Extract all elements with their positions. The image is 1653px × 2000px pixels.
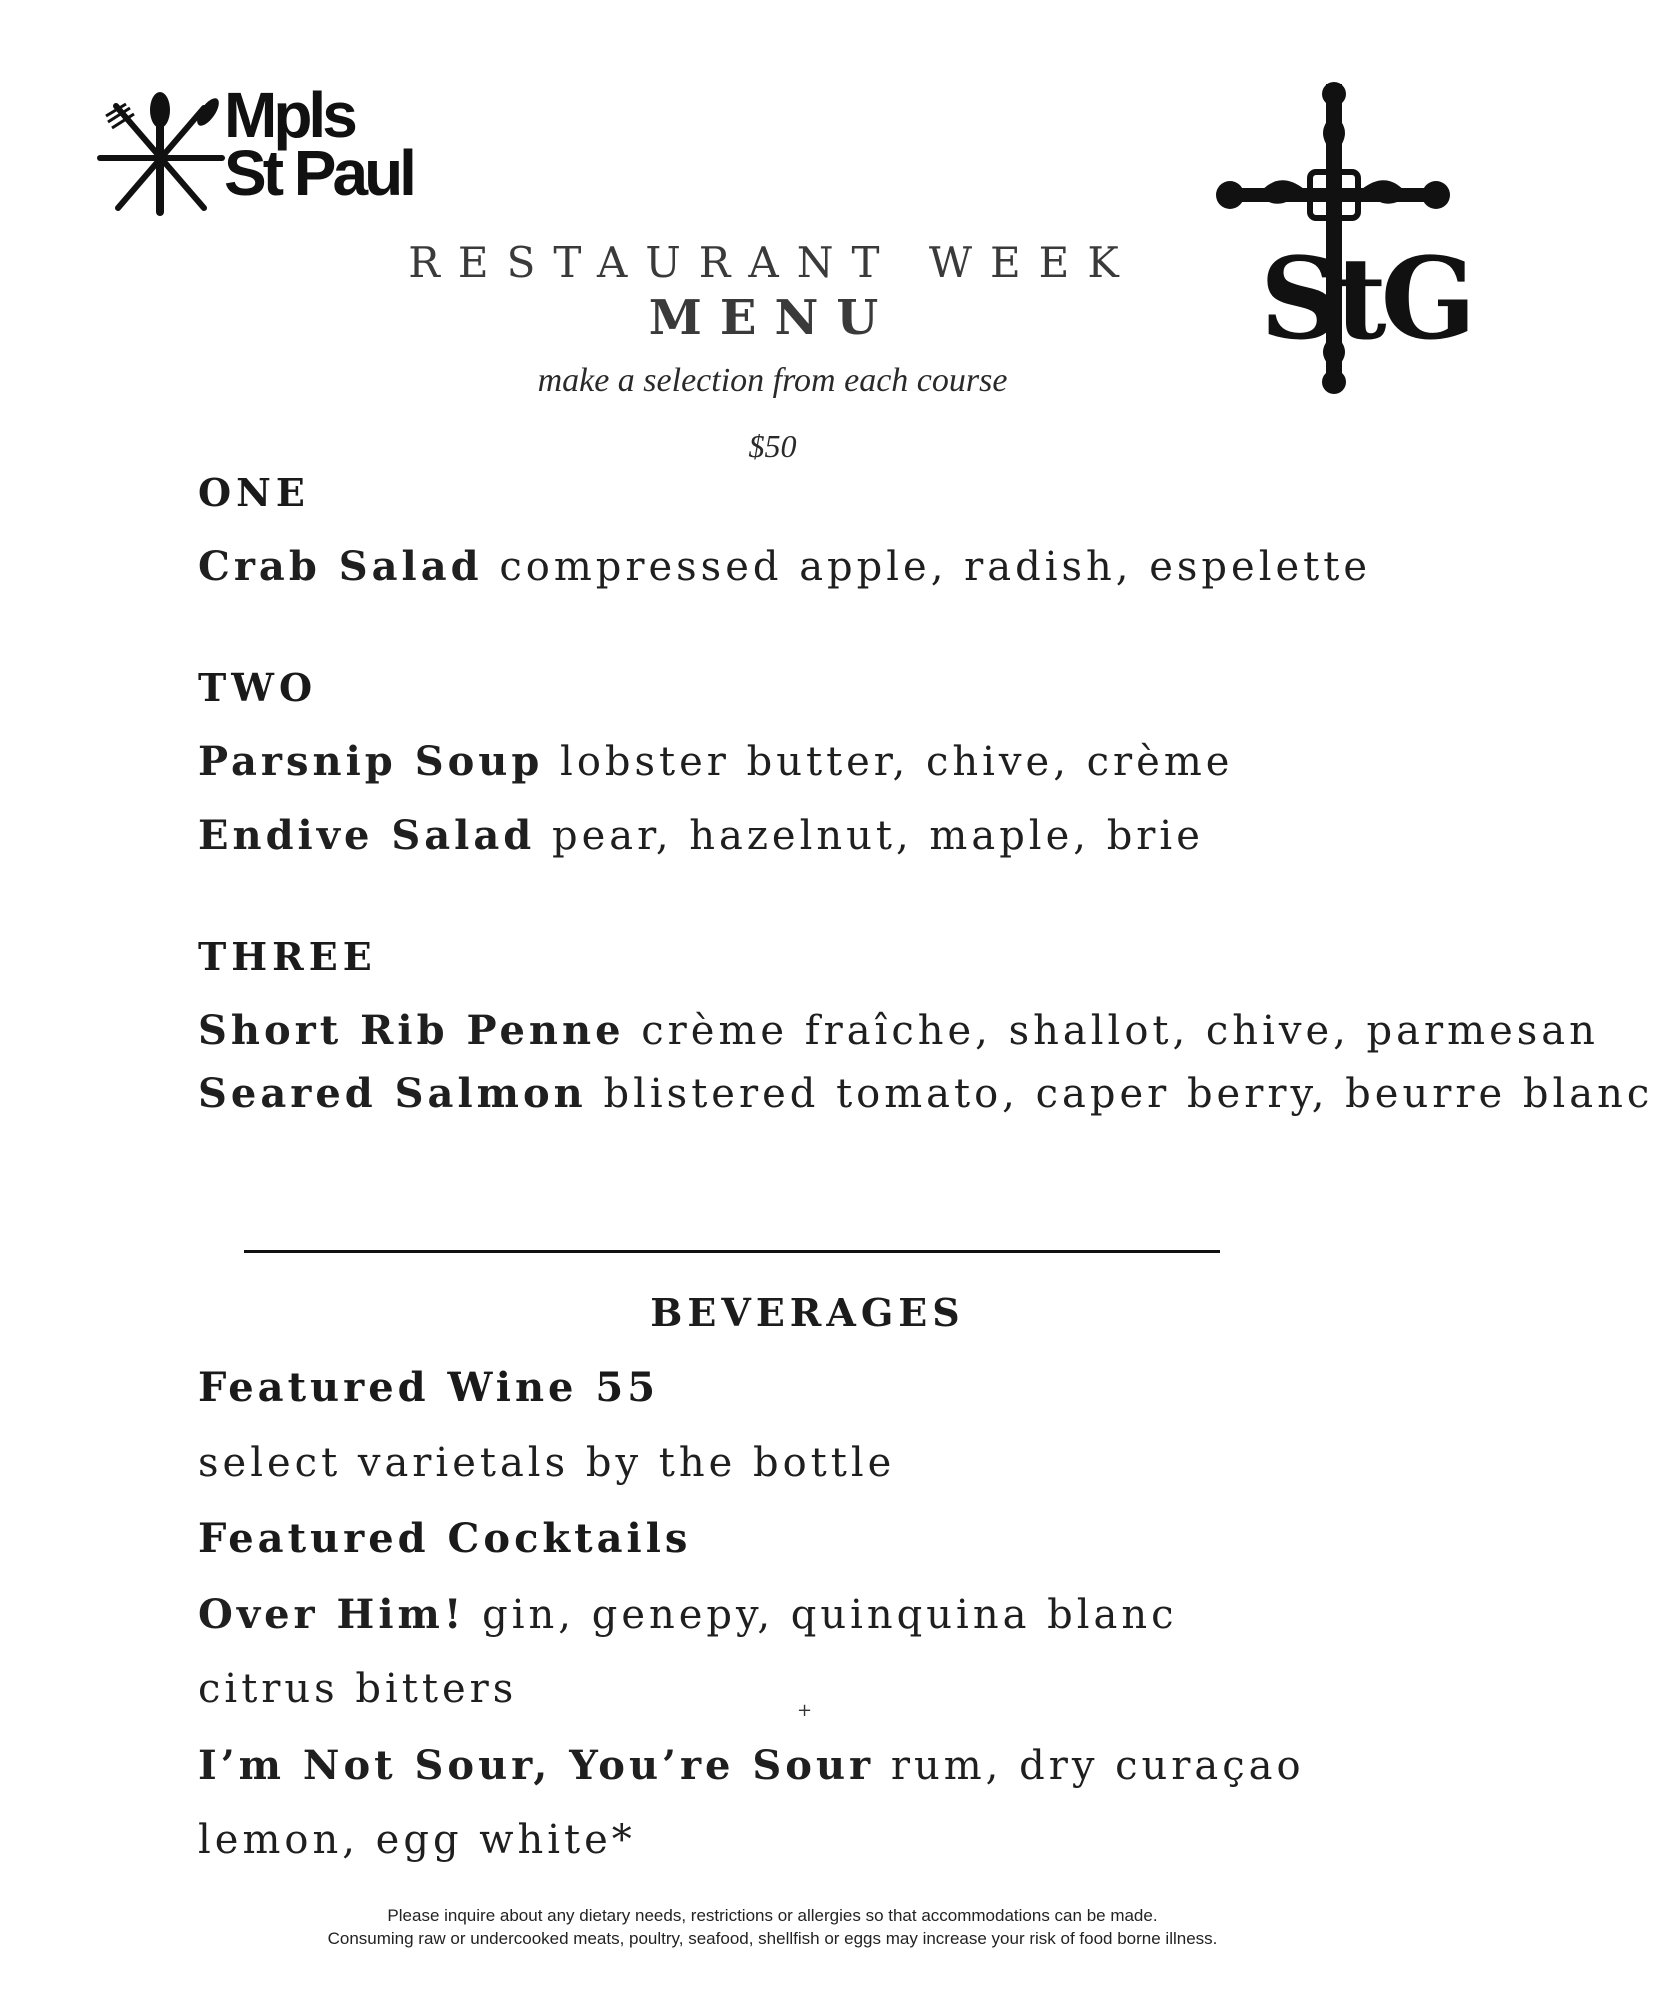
cocktail-desc: gin, genepy, quinquina blanc [482,1592,1178,1638]
menu-title-line1: RESTAURANT WEEK [408,238,1137,287]
menu-item-desc: compressed apple, radish, espelette [499,544,1371,590]
featured-wine-desc: select varietals by the bottle [198,1440,896,1486]
menu-item-desc: crème fraîche, shallot, chive, parmesan [641,1008,1599,1054]
cocktail-name: Over Him! [198,1591,466,1638]
beverages-heading: BEVERAGES [650,1290,965,1335]
menu-item-name: Short Rib Penne [198,1007,625,1054]
footer-consumption-warning: Consuming raw or undercooked meats, poultry, seafood, shellfish or eggs may increase your risk of food borne illness. [327,1929,1218,1948]
logo-line-mpls: Mpls [224,79,354,151]
menu-item-desc: lobster butter, chive, crème [560,739,1234,785]
cocktail-item [198,1742,1305,1789]
mpls-stpaul-logo [96,79,426,226]
menu-item [198,812,1204,859]
cocktail-desc: rum, dry curaçao [890,1743,1305,1789]
course-label-two: TWO [198,665,318,710]
menu-item [198,1007,1599,1054]
menu-item-desc: pear, hazelnut, maple, brie [551,813,1204,859]
menu-subtitle: make a selection from each course [537,362,1008,399]
fork-spoon-knife-icon [96,86,226,216]
featured-cocktails-title: Featured Cocktails [198,1515,692,1562]
menu-title-line2: MENU [648,290,897,346]
cocktail-name: I’m Not Sour, You’re Sour [198,1742,875,1789]
menu-item-desc: blistered tomato, caper berry, beurre blanc [603,1071,1653,1117]
plus-mark: + [797,1700,813,1721]
course-label-three: THREE [198,934,377,979]
menu-item [198,1070,1653,1117]
menu-item [198,738,1233,785]
cocktail-item [198,1591,1178,1638]
menu-item-name: Crab Salad [198,543,483,590]
menu-item-name: Seared Salmon [198,1070,587,1117]
menu-item-name: Parsnip Soup [198,738,544,785]
section-divider [244,1250,1220,1253]
footer-allergy-note: Please inquire about any dietary needs, restrictions or allergies so that accommodations can be made. [387,1906,1158,1925]
cocktail-desc-continued: lemon, egg white* [198,1817,636,1863]
menu-price: $50 [748,428,797,464]
course-label-one: ONE [198,470,310,515]
menu-item [198,543,1371,590]
logo-monogram: StG [1260,234,1471,365]
cocktail-desc-continued: citrus bitters [198,1666,518,1712]
featured-wine-title: Featured Wine 55 [198,1364,660,1411]
menu-item-name: Endive Salad [198,812,536,859]
logo-line-stpaul: St Paul [224,137,413,209]
